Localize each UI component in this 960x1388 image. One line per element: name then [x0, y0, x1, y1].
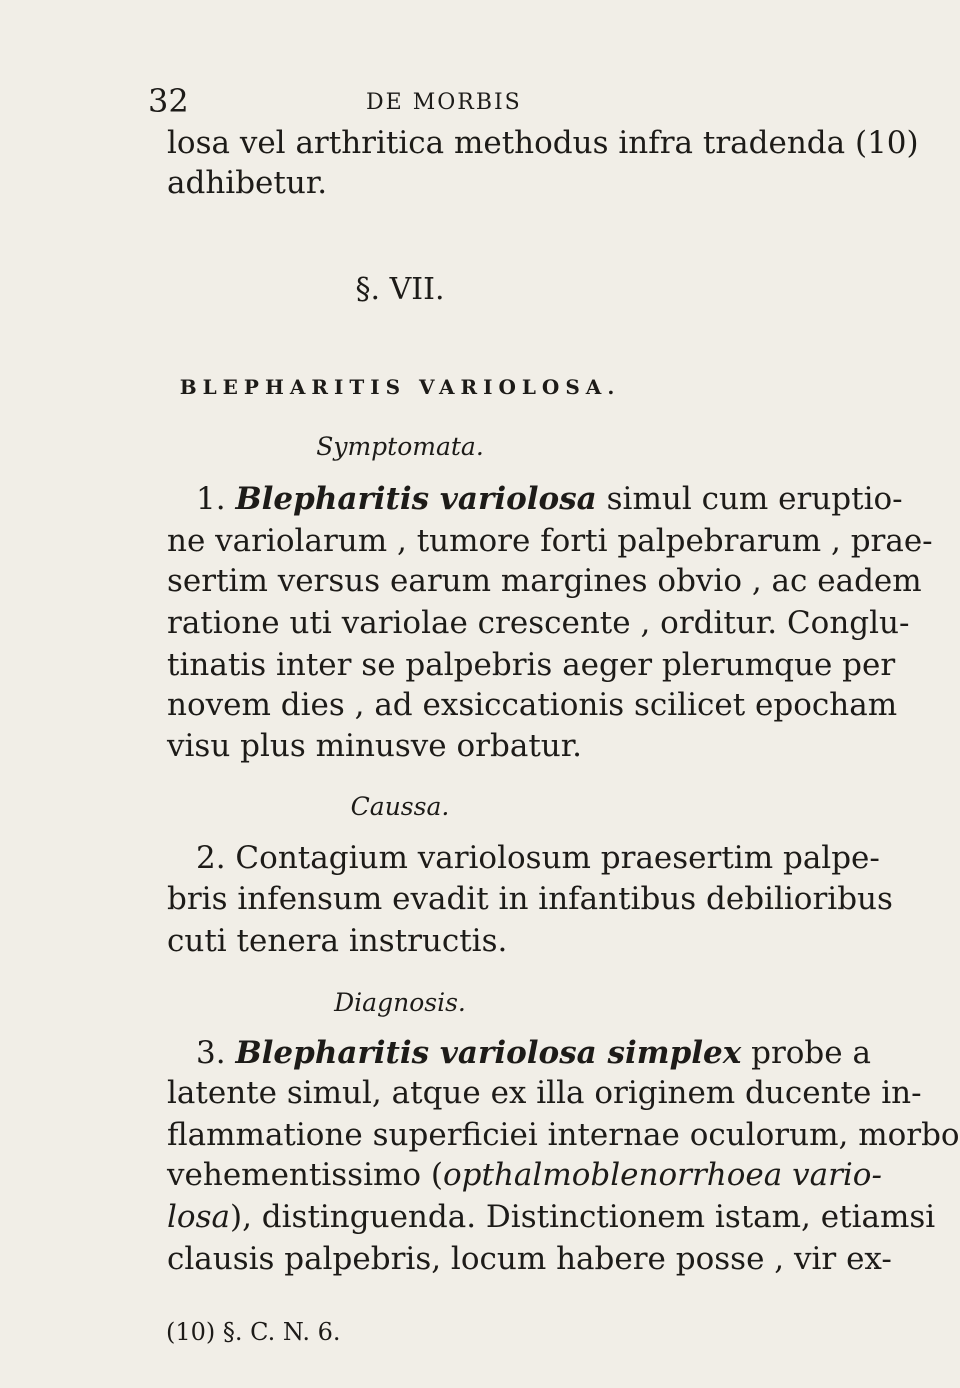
paragraph-number: 3. — [196, 1035, 226, 1071]
paragraph-line — [196, 1035, 871, 1071]
paragraph-line: clausis palpebris, locum habere posse , vir ex- — [167, 1241, 892, 1277]
text-span: simul cum eruptio- — [596, 481, 903, 517]
paragraph-line: bris infensum evadit in infantibus debilioribus — [167, 881, 893, 917]
paragraph-line — [167, 1199, 936, 1235]
text-line: adhibetur. — [167, 165, 328, 201]
subheading-symptomata: Symptomata. — [316, 432, 484, 461]
running-title: DE MORBIS — [366, 90, 522, 115]
text-span: opthalmoblenorrhoea vario- — [443, 1157, 882, 1193]
paragraph-line: ne variolarum , tumore forti palpebrarum , prae- — [167, 523, 933, 559]
paragraph-line: cuti tenera instructis. — [167, 923, 508, 959]
paragraph-line: ratione uti variolae crescente , orditur. Conglu- — [167, 605, 910, 641]
paragraph-line: tinatis inter se palpebris aeger plerumque per — [167, 647, 896, 683]
term: Blepharitis variolosa simplex — [235, 1035, 742, 1071]
paragraph-line: visu plus minusve orbatur. — [167, 728, 583, 764]
paragraph-line: sertim versus earum margines obvio , ac eadem — [167, 563, 922, 599]
subheading-diagnosis: Diagnosis. — [334, 988, 466, 1017]
paragraph-line: latente simul, atque ex illa originem ducente in- — [167, 1075, 922, 1111]
paragraph-line: flammatione superficiei internae oculorum, morbo — [167, 1117, 960, 1153]
term: Blepharitis variolosa — [235, 481, 597, 517]
paragraph-number: 1. — [196, 481, 226, 517]
paragraph-line — [196, 481, 903, 517]
text-line: losa vel arthritica methodus infra tradenda (10) — [167, 125, 919, 161]
subheading-caussa: Caussa. — [350, 792, 450, 821]
text-span: ), distinguenda. Distinctionem istam, etiamsi — [229, 1199, 936, 1235]
section-title: BLEPHARITIS VARIOLOSA. — [179, 375, 621, 399]
section-number: §. VII. — [355, 272, 445, 307]
paragraph-line: 2. Contagium variolosum praesertim palpe- — [196, 840, 880, 876]
footnote: (10) §. C. N. 6. — [166, 1318, 341, 1346]
page-number: 32 — [148, 82, 189, 120]
paragraph-line — [167, 1157, 882, 1193]
text-span: losa — [167, 1199, 230, 1235]
text-span: probe a — [741, 1035, 871, 1071]
paragraph-line: novem dies , ad exsiccationis scilicet epocham — [167, 687, 898, 723]
text-span: vehementissimo ( — [167, 1157, 443, 1193]
